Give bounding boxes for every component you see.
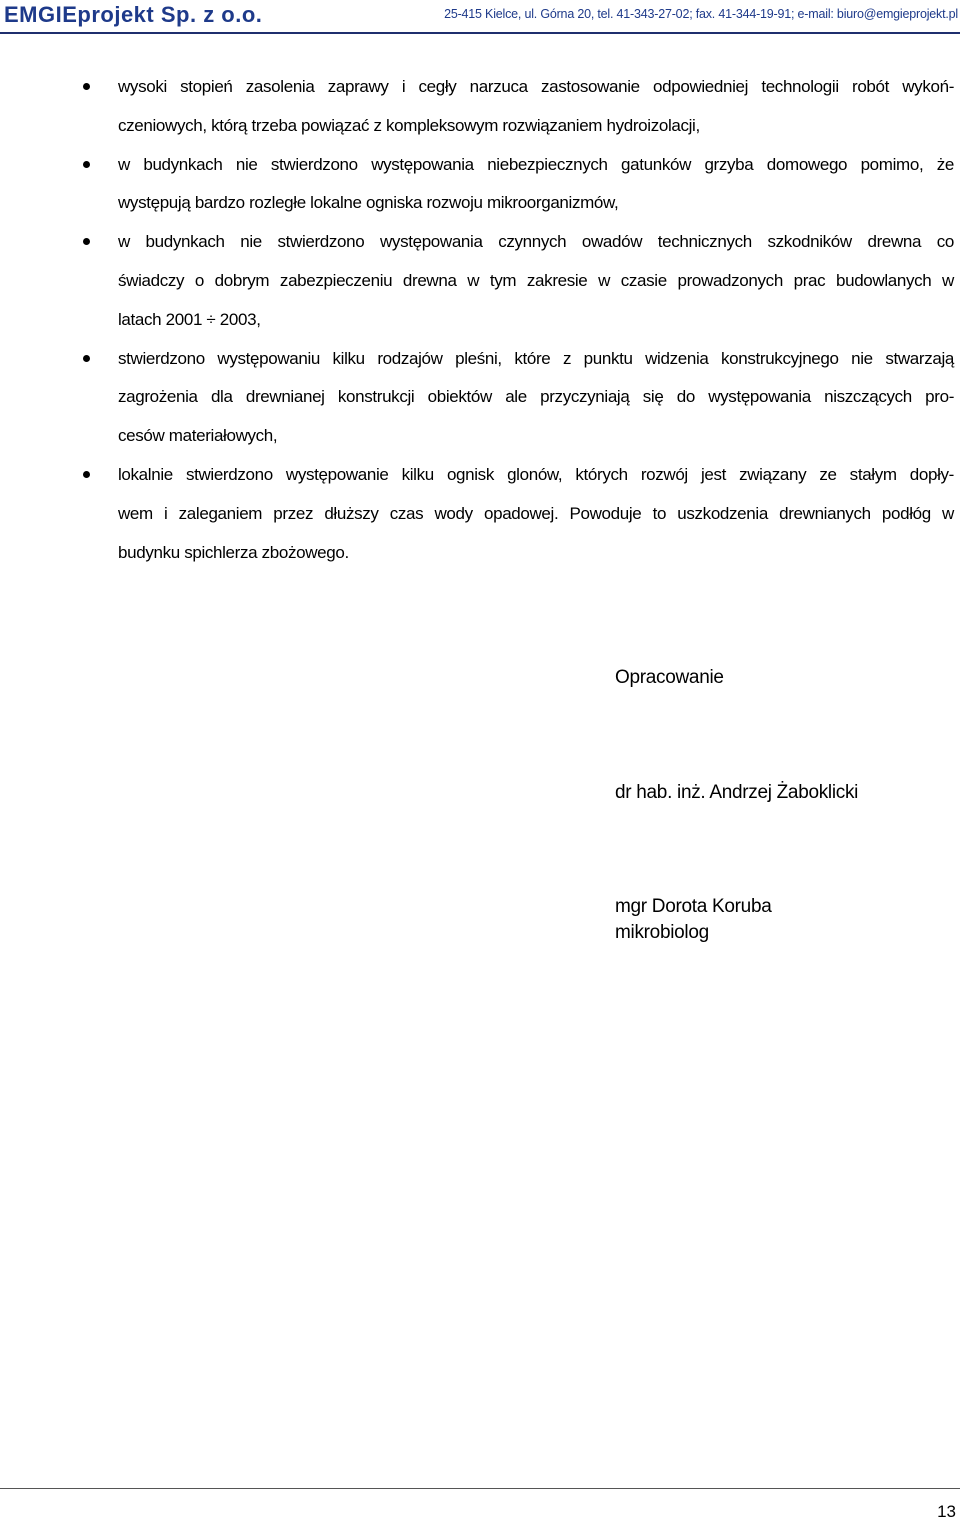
text-line: cesów materiałowych, <box>118 426 278 446</box>
author-2-name: mgr Dorota Koruba <box>615 896 772 917</box>
list-item <box>0 68 960 146</box>
text-line: w budynkach nie stwierdzono występowania niebezpiecznych gatunków grzyba domowego pomimo, że <box>118 154 954 174</box>
bullet-icon <box>83 83 90 90</box>
bullet-icon <box>83 471 90 478</box>
text-line: w budynkach nie stwierdzono występowania czynnych owadów technicznych szkodników drewna co <box>118 232 954 252</box>
text-line: lokalnie stwierdzono występowanie kilku ognisk glonów, których rozwój jest związany ze stałym dopły- <box>118 464 954 484</box>
text-line: występują bardzo rozległe lokalne ogniska rozwoju mikroorganizmów, <box>118 193 619 213</box>
bullet-icon <box>83 355 90 362</box>
footer-divider <box>0 1488 960 1489</box>
bullet-icon <box>83 161 90 168</box>
list-item <box>0 223 960 339</box>
text-line: latach 2001 ÷ 2003, <box>118 309 261 329</box>
signature-author-2 <box>615 894 771 946</box>
text-line: czeniowych, którą trzeba powiązać z kompleksowym rozwiązaniem hydroizolacji, <box>118 115 700 135</box>
text-line: stwierdzono występowaniu kilku rodzajów pleśni, które z punktu widzenia konstrukcyjnego nie stwarzają <box>118 348 954 368</box>
text-line: świadczy o dobrym zabezpieczeniu drewna w tym zakresie w czasie prowadzonych prac budowlanych w <box>118 270 954 290</box>
page-number: 13 <box>937 1502 956 1521</box>
text-line: zagrożenia dla drewnianej konstrukcji obiektów ale przyczyniają się do występowania niszczących pro- <box>118 387 954 407</box>
page-header <box>0 0 960 34</box>
list-item <box>0 456 960 572</box>
company-contact: 25-415 Kielce, ul. Górna 20, tel. 41-343-27-02; fax. 41-344-19-91; e-mail: biuro@emgieprojekt.pl <box>444 7 958 21</box>
list-item <box>0 146 960 224</box>
signature-heading: Opracowanie <box>615 667 724 688</box>
company-name: EMGIEprojekt Sp. z o.o. <box>4 2 263 27</box>
findings-list <box>0 68 960 572</box>
text-line: budynku spichlerza zbożowego. <box>118 542 349 562</box>
text-line: wysoki stopień zasolenia zaprawy i cegły narzuca zastosowanie odpowiedniej technologii robót wykoń- <box>118 77 954 96</box>
author-2-role: mikrobiolog <box>615 922 709 943</box>
list-item <box>0 340 960 456</box>
text-line: wem i zaleganiem przez dłuższy czas wody opadowej. Powoduje to uszkodzenia drewnianych podłóg w <box>118 503 954 523</box>
bullet-icon <box>83 238 90 245</box>
signature-author-1: dr hab. inż. Andrzej Żaboklicki <box>615 782 859 803</box>
